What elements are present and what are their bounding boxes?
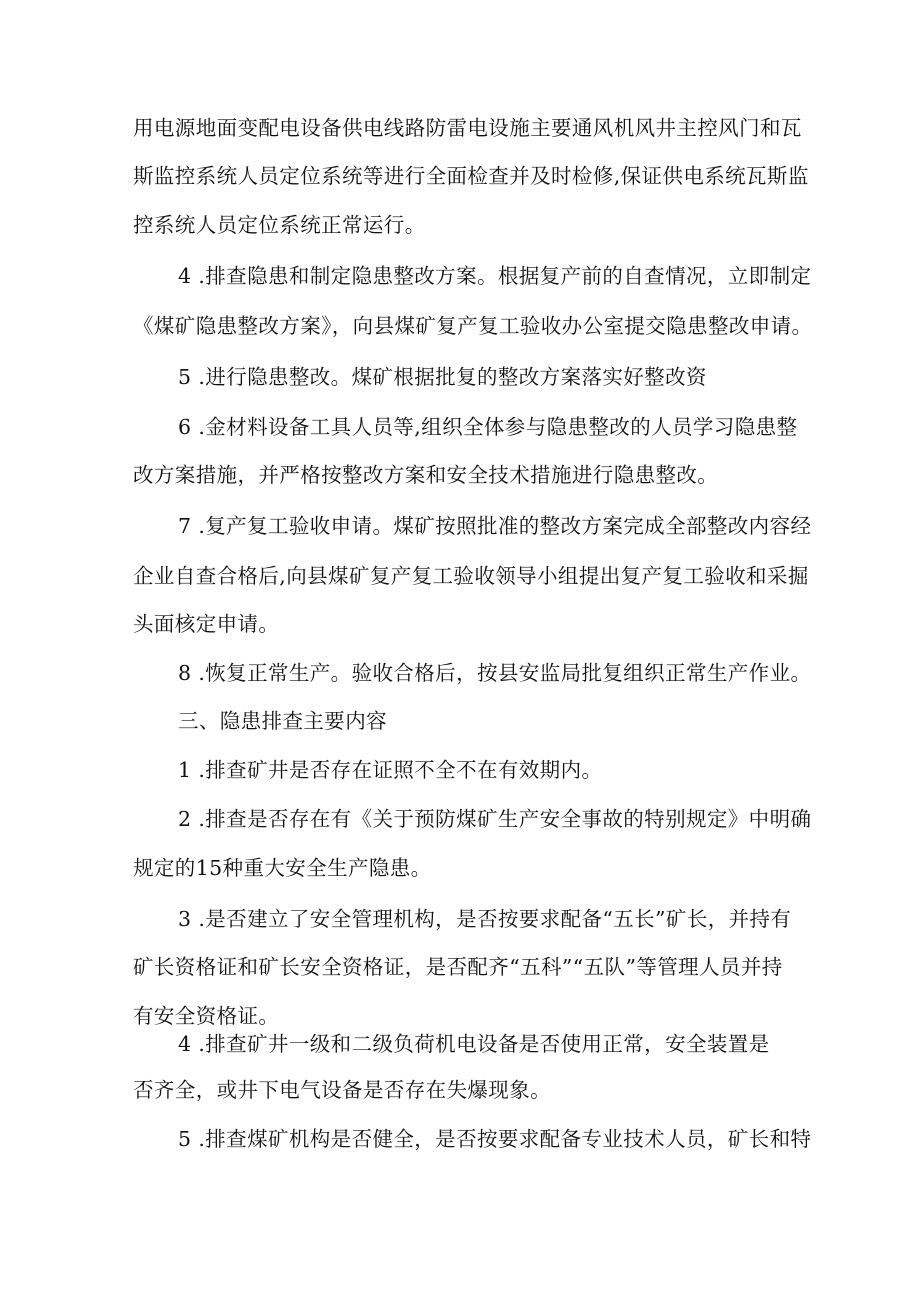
text-line: 7 .复产复工验收申请。煤矿按照批准的整改方案完成全部整改内容经 <box>178 514 812 538</box>
text-line: 5 .排查煤矿机构是否健全，是否按要求配备专业技术人员，矿长和特 <box>178 1127 812 1151</box>
text-line: 否齐全，或井下电气设备是否存在失爆现象。 <box>133 1078 551 1102</box>
text-line: 矿长资格证和矿长安全资格证，是否配齐“五科”“五队”等管理人员并持 <box>133 955 783 979</box>
text-line: 企业自查合格后,向县煤矿复产复工验收领导小组提出复产复工验收和采掘 <box>133 564 809 588</box>
text-line: 4 .排查矿井一级和二级负荷机电设备是否使用正常，安全装置是 <box>178 1032 770 1056</box>
text-line: 斯监控系统人员定位系统等进行全面检查并及时检修,保证供电系统瓦斯监 <box>133 164 809 188</box>
text-line: 5 .进行隐患整改。煤矿根据批复的整改方案落实好整改资 <box>178 365 707 389</box>
text-line: 3 .是否建立了安全管理机构，是否按要求配备“五长”矿长，并持有 <box>178 907 792 931</box>
text-line: 4 .排查隐患和制定隐患整改方案。根据复产前的自查情况，立即制定 <box>178 264 812 288</box>
text-line: 6 .金材料设备工具人员等,组织全体参与隐患整改的人员学习隐患整 <box>178 415 798 439</box>
text-line: 改方案措施，并严格按整改方案和安全技术措施进行隐患整改。 <box>133 463 719 487</box>
text-line: 有安全资格证。 <box>133 1004 280 1028</box>
text-line: 用电源地面变配电设备供电线路防雷电设施主要通风机风井主控风门和瓦 <box>133 116 802 140</box>
text-line: 8 .恢复正常生产。验收合格后，按县安监局批复组织正常生产作业。 <box>178 661 812 685</box>
text-line: 头面核定申请。 <box>133 612 280 636</box>
text-line: 1 .排查矿井是否存在证照不全不在有效期内。 <box>178 758 603 782</box>
text-line: 控系统人员定位系统正常运行。 <box>133 213 426 237</box>
section-heading: 三、隐患排查主要内容 <box>178 709 387 733</box>
text-line: 2 .排查是否存在有《关于预防煤矿生产安全事故的特别规定》中明确 <box>178 807 812 831</box>
text-line: 《煤矿隐患整改方案》，向县煤矿复产复工验收办公室提交隐患整改申请。 <box>133 314 813 338</box>
text-line: 规定的15种重大安全生产隐患。 <box>133 856 432 880</box>
